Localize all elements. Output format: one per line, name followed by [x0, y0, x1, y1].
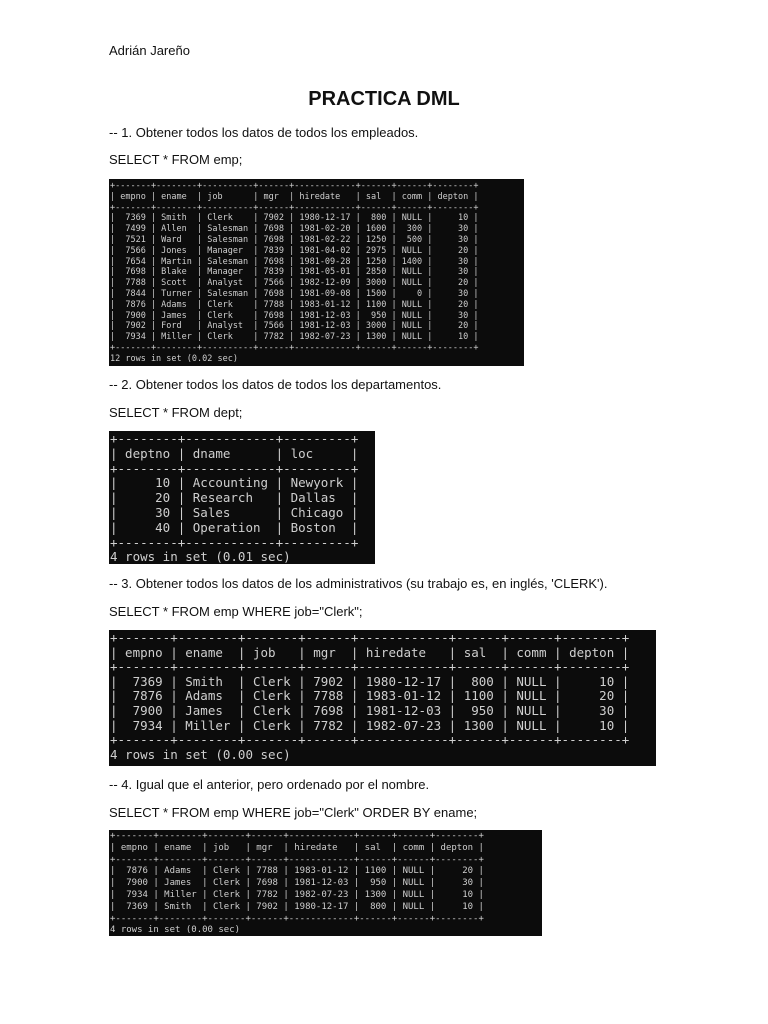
section-1-heading: -- 1. Obtener todos los datos de todos los empleados.	[109, 125, 419, 140]
section-3-output-text: +-------+--------+-------+------+------------+------+------+--------+ | empno | ename | job | mgr | hiredate | sal | comm | depton | +-------+--------+-------+------+------------+------+------+--------+ | 7369 | Smith | Clerk | 7902 | 1980-12-17 | 800 | NULL | 10 | | 7876 | Adams | Clerk | 7788 | 1983-01-12 | 1100 | NULL | 20 | | 7900 | James | Clerk | 7698 | 1981-12-03 | 950 | NULL | 30 | | 7934 | Miller | Clerk | 7782 | 1982-07-23 | 1300 | NULL | 10 | +-------+--------+-------+------+------------+------+------+--------+ 4 rows in set (0.00 sec)	[110, 630, 630, 762]
author-name: Adrián Jareño	[109, 43, 190, 58]
section-1-output-text: +-------+--------+----------+------+------------+------+------+--------+ | empno | ename | job | mgr | hiredate | sal | comm | depton | +-------+--------+----------+------+------------+------+------+--------+ | 7369 | Smith | Clerk | 7902 | 1980-12-17 | 800 | NULL | 10 | | 7499 | Allen | Salesman | 7698 | 1981-02-20 | 1600 | 300 | 30 | | 7521 | Ward | Salesman | 7698 | 1981-02-22 | 1250 | 500 | 30 | | 7566 | Jones | Manager | 7839 | 1981-04-02 | 2975 | NULL | 20 | | 7654 | Martin | Salesman | 7698 | 1981-09-28 | 1250 | 1400 | 30 | | 7698 | Blake | Manager | 7839 | 1981-05-01 | 2850 | NULL | 30 | | 7788 | Scott | Analyst | 7566 | 1982-12-09 | 3000 | NULL | 20 | | 7844 | Turner | Salesman | 7698 | 1981-09-08 | 1500 | 0 | 30 | | 7876 | Adams | Clerk | 7788 | 1983-01-12 | 1100 | NULL | 20 | | 7900 | James | Clerk | 7698 | 1981-12-03 | 950 | NULL | 30 | | 7902 | Ford | Analyst | 7566 | 1981-12-03 | 3000 | NULL | 20 | | 7934 | Miller | Clerk | 7782 | 1982-07-23 | 1300 | NULL | 10 | +-------+--------+----------+------+------------+------+------+--------+ 12 rows in set (0.02 sec)	[110, 181, 479, 364]
section-2-query: SELECT * FROM dept;	[109, 405, 243, 420]
section-4-heading: -- 4. Igual que el anterior, pero ordenado por el nombre.	[109, 777, 430, 792]
section-3-terminal-output	[109, 630, 656, 766]
section-2-heading: -- 2. Obtener todos los datos de todos los departamentos.	[109, 377, 442, 392]
section-3-query: SELECT * FROM emp WHERE job="Clerk";	[109, 604, 363, 619]
section-4-output-text: +-------+--------+-------+------+------------+------+------+--------+ | empno | ename | job | mgr | hiredate | sal | comm | depton | +-------+--------+-------+------+------------+------+------+--------+ | 7876 | Adams | Clerk | 7788 | 1983-01-12 | 1100 | NULL | 20 | | 7900 | James | Clerk | 7698 | 1981-12-03 | 950 | NULL | 30 | | 7934 | Miller | Clerk | 7782 | 1982-07-23 | 1300 | NULL | 10 | | 7369 | Smith | Clerk | 7902 | 1980-12-17 | 800 | NULL | 10 | +-------+--------+-------+------+------------+------+------+--------+ 4 rows in set (0.00 sec)	[110, 831, 484, 936]
section-2-terminal-output	[109, 431, 375, 564]
section-1-query: SELECT * FROM emp;	[109, 152, 243, 167]
document-title: PRACTICA DML	[308, 88, 460, 110]
section-2-output-text: +--------+------------+---------+ | deptno | dname | loc | +--------+------------+---------+ | 10 | Accounting | Newyork | | 20 | Research | Dallas | | 30 | Sales | Chicago | | 40 | Operation | Boston | +--------+------------+---------+ 4 rows in set (0.01 sec)	[110, 431, 359, 564]
section-3-heading: -- 3. Obtener todos los datos de los administrativos (su trabajo es, en inglés, 'CLERK').	[109, 576, 608, 591]
section-4-query: SELECT * FROM emp WHERE job="Clerk" ORDER BY ename;	[109, 805, 478, 820]
section-4-terminal-output	[109, 830, 542, 936]
section-1-terminal-output	[109, 179, 524, 366]
